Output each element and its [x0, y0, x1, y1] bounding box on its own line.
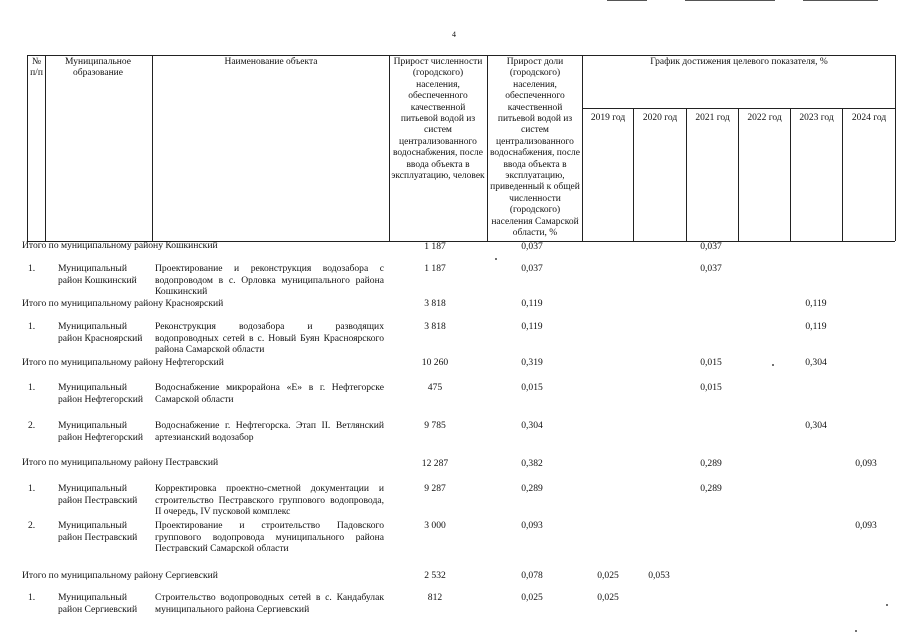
item-municipality: район Кошкинский	[58, 275, 137, 286]
item-municipality: район Красноярский	[58, 333, 143, 344]
top-border-line	[803, 0, 878, 1]
population-value: 9 785	[424, 420, 446, 431]
item-number: 2.	[28, 420, 36, 431]
share-value: 0,289	[521, 483, 543, 494]
item-number: 1.	[28, 321, 36, 332]
population-value: 2 532	[424, 570, 446, 581]
total-label: Итого по муниципальному району Нефтегорский	[22, 357, 224, 368]
year-2019-value: 0,025	[597, 570, 619, 581]
header-year-2021: 2021 год	[695, 113, 730, 123]
population-value: 1 187	[424, 241, 446, 252]
header-municipality: Муниципальное образование	[65, 57, 131, 79]
year-2023-value: 0,304	[805, 357, 827, 368]
item-municipality: Муниципальный	[58, 420, 127, 431]
header-year-2024: 2024 год	[851, 113, 887, 123]
page-number: 4	[452, 30, 456, 39]
total-label: Итого по муниципальному району Кошкинский	[22, 240, 218, 251]
share-value: 0,037	[521, 263, 543, 274]
year-2021-value: 0,289	[700, 458, 722, 469]
year-2021-value: 0,015	[700, 382, 722, 393]
total-label: Итого по муниципальному району Красноярский	[22, 298, 224, 309]
item-object: Водоснабжение микрорайона «Е» в г. Нефтегорске Самарской области	[155, 382, 384, 405]
item-number: 1.	[28, 483, 36, 494]
year-2021-value: 0,037	[700, 241, 722, 252]
share-value: 0,382	[521, 458, 543, 469]
item-object: Водоснабжение г. Нефтегорска. Этап II. Ветлянский артезианский водозабор	[155, 420, 384, 443]
item-municipality: Муниципальный	[58, 321, 127, 332]
item-object: Реконструкция водозабора и разводящих водопроводных сетей в с. Новый Буян Красноярского района Самарской области	[155, 321, 384, 356]
year-2024-value: 0,093	[855, 520, 877, 531]
header-year-2022: 2022 год	[747, 113, 782, 123]
item-number: 1.	[28, 263, 36, 274]
share-value: 0,037	[521, 241, 543, 252]
item-object: Корректировка проектно-сметной документации и строительство Пестравского группового водопровода, II очередь, IV пусковой комплекс	[155, 483, 384, 518]
header-object: Наименование объекта	[224, 57, 318, 67]
item-municipality: Муниципальный	[58, 520, 127, 531]
header-no: № п/п	[30, 57, 43, 79]
population-value: 3 818	[424, 321, 446, 332]
year-2023-value: 0,119	[805, 321, 827, 332]
share-value: 0,119	[521, 298, 543, 309]
item-municipality: Муниципальный	[58, 592, 127, 603]
population-value: 10 260	[421, 357, 449, 368]
share-value: 0,093	[521, 520, 543, 531]
population-value: 3 000	[424, 520, 446, 531]
header-year-2019: 2019 год	[590, 113, 626, 123]
population-value: 1 187	[424, 263, 446, 274]
share-value: 0,119	[521, 321, 543, 332]
header-population: Прирост численности (городского) населения, обеспеченного качественной питьевой водой из систем централизованного водоснабжения, после ввода объекта в эксплуатацию, человек	[391, 57, 485, 182]
item-number: 1.	[28, 382, 36, 393]
share-value: 0,304	[521, 420, 543, 431]
year-2021-value: 0,289	[700, 483, 722, 494]
item-municipality: район Пестравский	[58, 532, 138, 543]
year-2020-value: 0,053	[648, 570, 670, 581]
item-municipality: Муниципальный	[58, 263, 127, 274]
share-value: 0,025	[521, 592, 543, 603]
year-2024-value: 0,093	[855, 458, 877, 469]
population-value: 3 818	[424, 298, 446, 309]
item-municipality: Муниципальный	[58, 483, 127, 494]
header-schedule: График достижения целевого показателя, %	[650, 57, 828, 67]
share-value: 0,078	[521, 570, 543, 581]
population-value: 12 287	[421, 458, 449, 469]
top-border-line	[685, 0, 775, 1]
population-value: 475	[427, 382, 443, 393]
year-2023-value: 0,119	[805, 298, 827, 309]
item-municipality: Муниципальный	[58, 382, 127, 393]
item-number: 1.	[28, 592, 36, 603]
year-2023-value: 0,304	[805, 420, 827, 431]
scan-speck	[495, 258, 497, 260]
item-municipality: район Нефтегорский	[58, 394, 143, 405]
header-year-2020: 2020 год	[642, 113, 678, 123]
header-year-2023: 2023 год	[799, 113, 834, 123]
scan-speck	[855, 630, 857, 632]
total-label: Итого по муниципальному району Сергиевский	[22, 570, 218, 581]
item-municipality: район Сергиевский	[58, 604, 138, 615]
population-value: 9 287	[424, 483, 446, 494]
year-2019-value: 0,025	[597, 592, 619, 603]
share-value: 0,015	[521, 382, 543, 393]
share-value: 0,319	[521, 357, 543, 368]
top-border-line	[607, 0, 647, 1]
year-2021-value: 0,037	[700, 263, 722, 274]
item-object: Проектирование и реконструкция водозабора с водопроводом в с. Орловка муниципального района Кошкинский	[155, 263, 384, 298]
total-label: Итого по муниципальному району Пестравский	[22, 457, 219, 468]
item-number: 2.	[28, 520, 36, 531]
population-value: 812	[427, 592, 443, 603]
year-2021-value: 0,015	[700, 357, 722, 368]
item-object: Проектирование и строительство Падовского группового водопровода муниципального района Пестравский Самарской области	[155, 520, 384, 555]
scan-speck	[772, 364, 774, 366]
header-share: Прирост доли (городского) населения, обеспеченного качественной питьевой водой из систем централизованного водоснабжения, после ввода объекта в эксплуатацию, приведенный к общей численности (городского) населения Самарской области, %	[489, 57, 581, 239]
scan-speck	[886, 604, 888, 606]
item-municipality: район Нефтегорский	[58, 432, 143, 443]
item-municipality: район Пестравский	[58, 495, 138, 506]
item-object: Строительство водопроводных сетей в с. Кандабулак муниципального района Сергиевский	[155, 592, 384, 615]
